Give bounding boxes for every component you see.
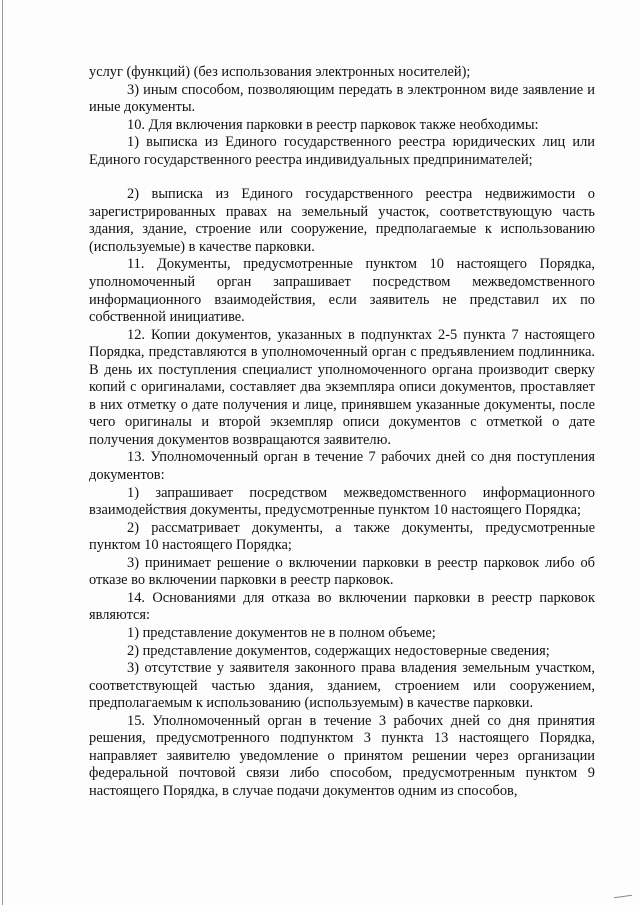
paragraph-13-item-2: 2) рассматривает документы, а также документы, предусмотренные пунктом 10 настоящего Порядка;: [89, 519, 595, 554]
scan-edge-line: [2, 0, 3, 905]
paragraph-13-item-3: 3) принимает решение о включении парковки в реестр парковок либо об отказе во включении парковки в реестр парковок.: [89, 554, 595, 589]
paragraph-10: 10. Для включения парковки в реестр парковок также необходимы:: [127, 116, 539, 133]
paragraph-13: 13. Уполномоченный орган в течение 7 рабочих дней со дня поступления документов:: [89, 449, 595, 484]
paragraph-14-item-3: 3) отсутствие у заявителя законного права владения земельным участком, соответствующей частью здания, зданием, строением или сооружением, предполагаемым к использованию (используемым) в качестве парковки.: [89, 660, 595, 712]
paragraph-14-item-2: 2) представление документов, содержащих недостоверные сведения;: [127, 642, 550, 659]
document-body: [89, 64, 595, 800]
paragraph-continuation: услуг (функций) (без использования электронных носителей);: [89, 64, 471, 80]
paragraph-15: 15. Уполномоченный орган в течение 3 рабочих дней со дня принятия решения, предусмотренного подпунктом 3 пункта 13 настоящего Порядка, направляет заявителю уведомление о принятом решении через организации федеральной почтовой связи либо способом, предусмотренным пунктом 9 настоящего Порядка, в случае подачи документов одним из способов,: [89, 712, 595, 799]
paragraph-10-item-2: 2) выписка из Единого государственного реестра недвижимости о зарегистрированных правах на земельный участок, соответствующую часть здания, здание, строение или сооружение, предполагаемые к использованию (используемые) в качестве парковки.: [89, 186, 595, 255]
paragraph-14: 14. Основаниями для отказа во включении парковки в реестр парковок являются:: [89, 589, 595, 624]
scan-corner-mark: [614, 895, 632, 898]
paragraph-12: 12. Копии документов, указанных в подпунктах 2-5 пункта 7 настоящего Порядка, представляются в уполномоченный орган с предъявлением подлинника. В день их поступления специалист уполномоченного органа производит сверку копий с оригиналами, составляет два экземпляра описи документов, проставляет в них отметку о дате получения и лице, принявшем указанные документы, после чего оригиналы и второй экземпляр описи документов с отметкой о дате получения документов возвращаются заявителю.: [89, 326, 595, 448]
paragraph-14-item-1: 1) представление документов не в полном объеме;: [127, 624, 436, 641]
paragraph-item-3: 3) иным способом, позволяющим передать в электронном виде заявление и иные документы.: [89, 81, 595, 116]
paragraph-11: 11. Документы, предусмотренные пунктом 10 настоящего Порядка, уполномоченный орган запрашивает посредством межведомственного информационного взаимодействия, если заявитель не представил их по собственной инициативе.: [89, 256, 595, 326]
paragraph-10-item-1: 1) выписка из Единого государственного реестра юридических лиц или Единого государственного реестра индивидуальных предпринимателей;: [89, 134, 595, 168]
paragraph-13-item-1: 1) запрашивает посредством межведомственного информационного взаимодействия документы, предусмотренные пунктом 10 настоящего Порядка;: [89, 484, 595, 519]
